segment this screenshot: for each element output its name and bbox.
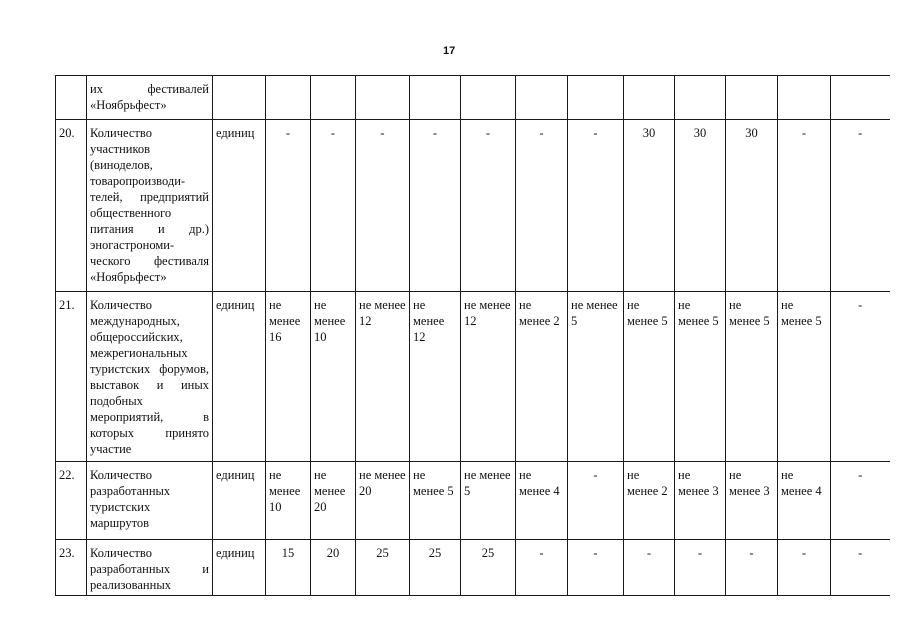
table-row bbox=[56, 120, 890, 292]
unit-cell: единиц bbox=[213, 292, 266, 462]
value-cell: - bbox=[778, 540, 831, 596]
value-cell: не менее 2 bbox=[516, 292, 568, 462]
value-cell: не менее 5 bbox=[461, 462, 516, 540]
value-cell bbox=[410, 76, 461, 120]
value-cell: 30 bbox=[624, 120, 675, 292]
value-cell bbox=[568, 76, 624, 120]
value-cell: - bbox=[568, 462, 624, 540]
value-cell bbox=[778, 76, 831, 120]
value-cell: не менее 10 bbox=[266, 462, 311, 540]
value-cell: 30 bbox=[726, 120, 778, 292]
value-cell bbox=[516, 76, 568, 120]
value-cell: - bbox=[831, 292, 890, 462]
value-cell: - bbox=[266, 120, 311, 292]
row-number: 20. bbox=[56, 120, 87, 292]
table-row bbox=[56, 76, 890, 120]
value-cell bbox=[831, 76, 890, 120]
indicators-table bbox=[55, 75, 890, 596]
value-cell: - bbox=[726, 540, 778, 596]
value-cell: не менее 2 bbox=[624, 462, 675, 540]
value-cell: - bbox=[624, 540, 675, 596]
indicator-name: Количество международных, общероссийских, межрегиональных туристских форумов, выставок и иных подобных мероприятий, в которых принято участие bbox=[87, 292, 213, 462]
page-number: 17 bbox=[443, 45, 456, 57]
value-cell bbox=[624, 76, 675, 120]
unit-cell: единиц bbox=[213, 120, 266, 292]
unit-cell: единиц bbox=[213, 540, 266, 596]
indicator-name: их фестивалей «Ноябрьфест» bbox=[87, 76, 213, 120]
value-cell: - bbox=[675, 540, 726, 596]
table-row bbox=[56, 540, 890, 596]
value-cell: 20 bbox=[311, 540, 356, 596]
value-cell bbox=[461, 76, 516, 120]
value-cell bbox=[726, 76, 778, 120]
value-cell: не менее 5 bbox=[675, 292, 726, 462]
value-cell bbox=[356, 76, 410, 120]
unit-cell: единиц bbox=[213, 462, 266, 540]
value-cell: не менее 5 bbox=[568, 292, 624, 462]
value-cell: не менее 5 bbox=[624, 292, 675, 462]
row-number: 22. bbox=[56, 462, 87, 540]
value-cell: - bbox=[516, 540, 568, 596]
value-cell bbox=[311, 76, 356, 120]
value-cell: - bbox=[831, 120, 890, 292]
value-cell: не менее 16 bbox=[266, 292, 311, 462]
value-cell: не менее 20 bbox=[356, 462, 410, 540]
value-cell: 15 bbox=[266, 540, 311, 596]
value-cell: - bbox=[831, 462, 890, 540]
value-cell: не менее 10 bbox=[311, 292, 356, 462]
value-cell: 25 bbox=[356, 540, 410, 596]
indicator-name: Количество участников (виноделов, товаропроизводи-телей, предприятий общественного питания и др.) эногастрономи-ческого фестиваля «Ноябрьфест» bbox=[87, 120, 213, 292]
value-cell: - bbox=[461, 120, 516, 292]
value-cell: - bbox=[778, 120, 831, 292]
value-cell: 30 bbox=[675, 120, 726, 292]
indicator-name: Количество разработанных и реализованных bbox=[87, 540, 213, 596]
row-number: 21. bbox=[56, 292, 87, 462]
value-cell: - bbox=[356, 120, 410, 292]
value-cell: - bbox=[831, 540, 890, 596]
table-row bbox=[56, 292, 890, 462]
value-cell: - bbox=[410, 120, 461, 292]
row-number: 23. bbox=[56, 540, 87, 596]
value-cell: не менее 3 bbox=[726, 462, 778, 540]
value-cell: - bbox=[516, 120, 568, 292]
value-cell bbox=[675, 76, 726, 120]
value-cell: не менее 12 bbox=[410, 292, 461, 462]
value-cell: - bbox=[568, 120, 624, 292]
value-cell: не менее 5 bbox=[410, 462, 461, 540]
unit-cell bbox=[213, 76, 266, 120]
value-cell: не менее 20 bbox=[311, 462, 356, 540]
value-cell: не менее 5 bbox=[778, 292, 831, 462]
value-cell: не менее 4 bbox=[778, 462, 831, 540]
value-cell: не менее 5 bbox=[726, 292, 778, 462]
value-cell: 25 bbox=[410, 540, 461, 596]
value-cell: не менее 12 bbox=[356, 292, 410, 462]
value-cell: - bbox=[311, 120, 356, 292]
value-cell: не менее 3 bbox=[675, 462, 726, 540]
row-number bbox=[56, 76, 87, 120]
value-cell: - bbox=[568, 540, 624, 596]
value-cell: не менее 12 bbox=[461, 292, 516, 462]
value-cell: не менее 4 bbox=[516, 462, 568, 540]
table-row bbox=[56, 462, 890, 540]
indicator-name: Количество разработанных туристских маршрутов bbox=[87, 462, 213, 540]
value-cell bbox=[266, 76, 311, 120]
value-cell: 25 bbox=[461, 540, 516, 596]
